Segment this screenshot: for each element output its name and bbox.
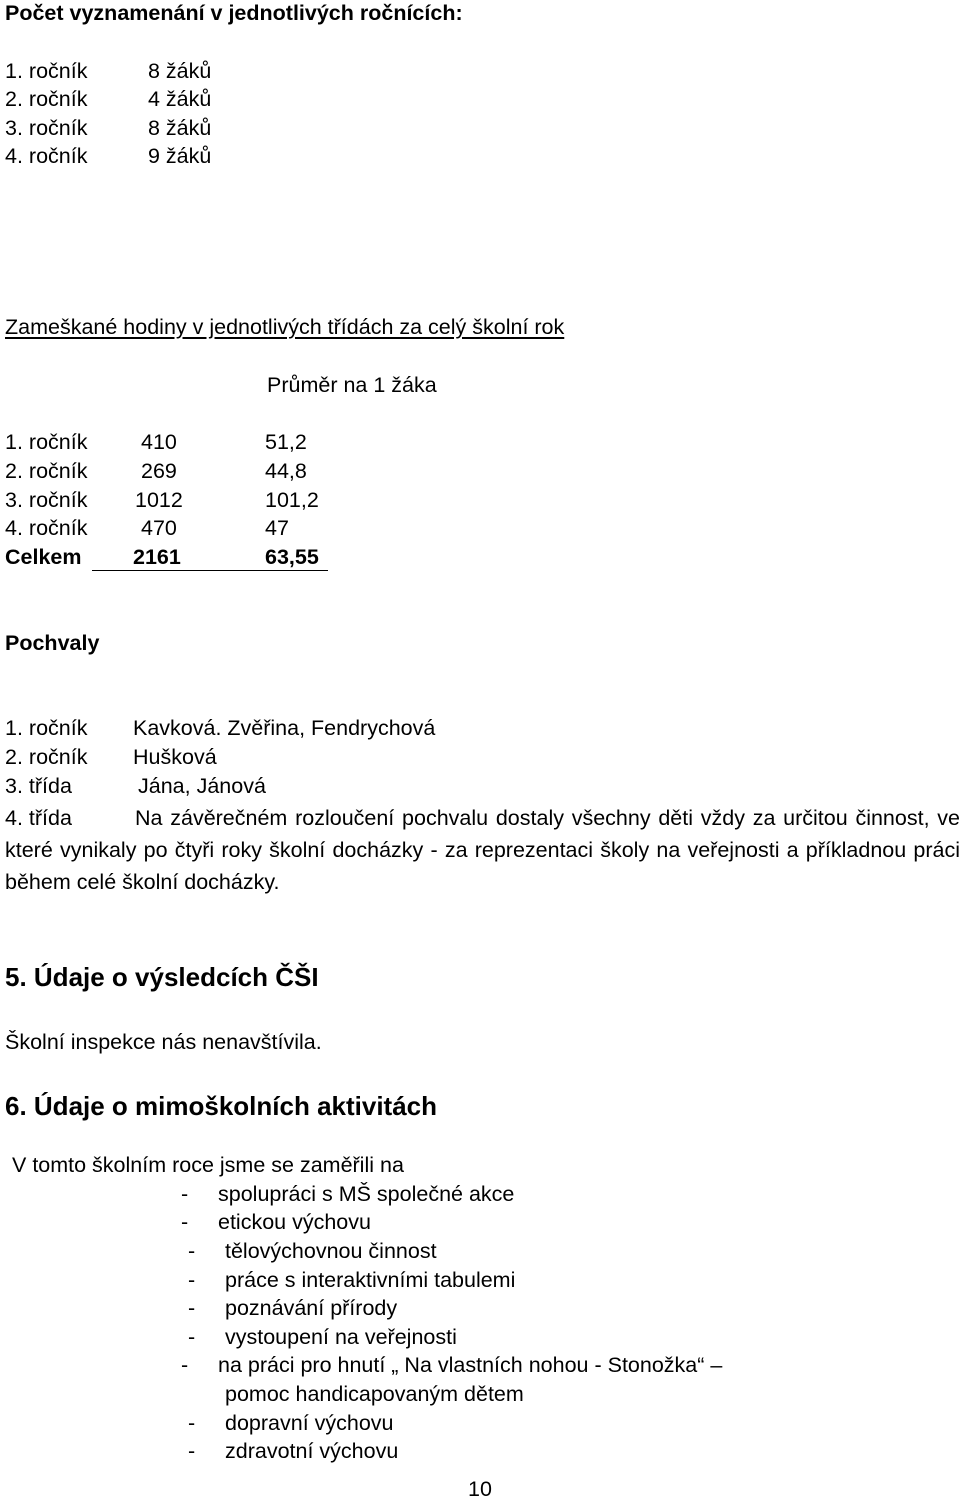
- activity-item-6: vystoupení na veřejnosti: [225, 1325, 457, 1349]
- bullet-dash: -: [181, 1210, 189, 1234]
- awards-grade-1: 1. ročník: [5, 59, 88, 83]
- absences-hours-1: 410: [141, 430, 177, 454]
- bullet-dash: -: [181, 1353, 189, 1377]
- praise-text-4: Na závěrečném rozloučení pochvalu dostaly všechny děti vždy za určitou činnost, ve které vynikaly po čtyři roky školní docházky - za reprezentaci školy na veřejnosti a příkladnou práci během celé školní docházky.: [5, 806, 960, 894]
- bullet-dash: -: [181, 1182, 189, 1206]
- absences-total-hours: 2161: [133, 545, 181, 569]
- absences-avg-header: Průměr na 1 žáka: [267, 373, 437, 397]
- absences-total-avg: 63,55: [265, 545, 319, 569]
- awards-grade-2: 2. ročník: [5, 87, 88, 111]
- section5-heading: 5. Údaje o výsledcích ČŠI: [5, 962, 319, 992]
- absences-total-underline: [92, 570, 328, 571]
- bullet-dash: -: [188, 1296, 196, 1320]
- activity-item-1: spolupráci s MŠ společné akce: [218, 1182, 515, 1206]
- praise-paragraph-4: [5, 802, 960, 898]
- activity-item-2: etickou výchovu: [218, 1210, 371, 1234]
- bullet-dash: -: [188, 1439, 196, 1463]
- page-number: 10: [468, 1477, 492, 1501]
- absences-hours-2: 269: [141, 459, 177, 483]
- absences-avg-3: 101,2: [265, 488, 319, 512]
- absences-grade-1: 1. ročník: [5, 430, 88, 454]
- awards-grade-3: 3. ročník: [5, 116, 88, 140]
- praise-grade-1: 1. ročník: [5, 716, 88, 740]
- activity-item-9: zdravotní výchovu: [225, 1439, 399, 1463]
- awards-grade-4: 4. ročník: [5, 144, 88, 168]
- praise-names-3: Jána, Jánová: [138, 774, 266, 798]
- bullet-dash: -: [188, 1411, 196, 1435]
- activity-item-7: na práci pro hnutí „ Na vlastních nohou - Stonožka“ –: [218, 1353, 723, 1377]
- absences-avg-1: 51,2: [265, 430, 307, 454]
- absences-title: Zameškané hodiny v jednotlivých třídách za celý školní rok: [5, 315, 565, 339]
- activity-item-3: tělovýchovnou činnost: [225, 1239, 437, 1263]
- bullet-dash: -: [188, 1239, 196, 1263]
- section5-text: Školní inspekce nás nenavštívila.: [5, 1030, 322, 1054]
- praise-grade-2: 2. ročník: [5, 745, 88, 769]
- bullet-dash: -: [188, 1268, 196, 1292]
- praise-title: Pochvaly: [5, 631, 100, 655]
- absences-grade-4: 4. ročník: [5, 516, 88, 540]
- absences-total-label: Celkem: [5, 545, 82, 569]
- activity-item-4: práce s interaktivními tabulemi: [225, 1268, 516, 1292]
- absences-avg-4: 47: [265, 516, 289, 540]
- activity-item-5: poznávání přírody: [225, 1296, 398, 1320]
- absences-grade-2: 2. ročník: [5, 459, 88, 483]
- absences-hours-3: 1012: [135, 488, 183, 512]
- praise-grade-3: 3. třída: [5, 774, 72, 798]
- section6-heading: 6. Údaje o mimoškolních aktivitách: [5, 1091, 438, 1121]
- activity-item-8: dopravní výchovu: [225, 1411, 394, 1435]
- awards-count-3: 8 žáků: [148, 116, 212, 140]
- awards-count-4: 9 žáků: [148, 144, 212, 168]
- awards-count-1: 8 žáků: [148, 59, 212, 83]
- absences-hours-4: 470: [141, 516, 177, 540]
- activity-item-7-continued: pomoc handicapovaným dětem: [225, 1382, 524, 1406]
- section6-intro: V tomto školním roce jsme se zaměřili na: [12, 1153, 404, 1177]
- absences-avg-2: 44,8: [265, 459, 307, 483]
- awards-title: Počet vyznamenání v jednotlivých ročnících:: [5, 1, 463, 25]
- awards-count-2: 4 žáků: [148, 87, 212, 111]
- absences-grade-3: 3. ročník: [5, 488, 88, 512]
- praise-names-1: Kavková. Zvěřina, Fendrychová: [133, 716, 436, 740]
- praise-grade-4: 4. třída: [5, 806, 72, 830]
- bullet-dash: -: [188, 1325, 196, 1349]
- praise-names-2: Hušková: [133, 745, 217, 769]
